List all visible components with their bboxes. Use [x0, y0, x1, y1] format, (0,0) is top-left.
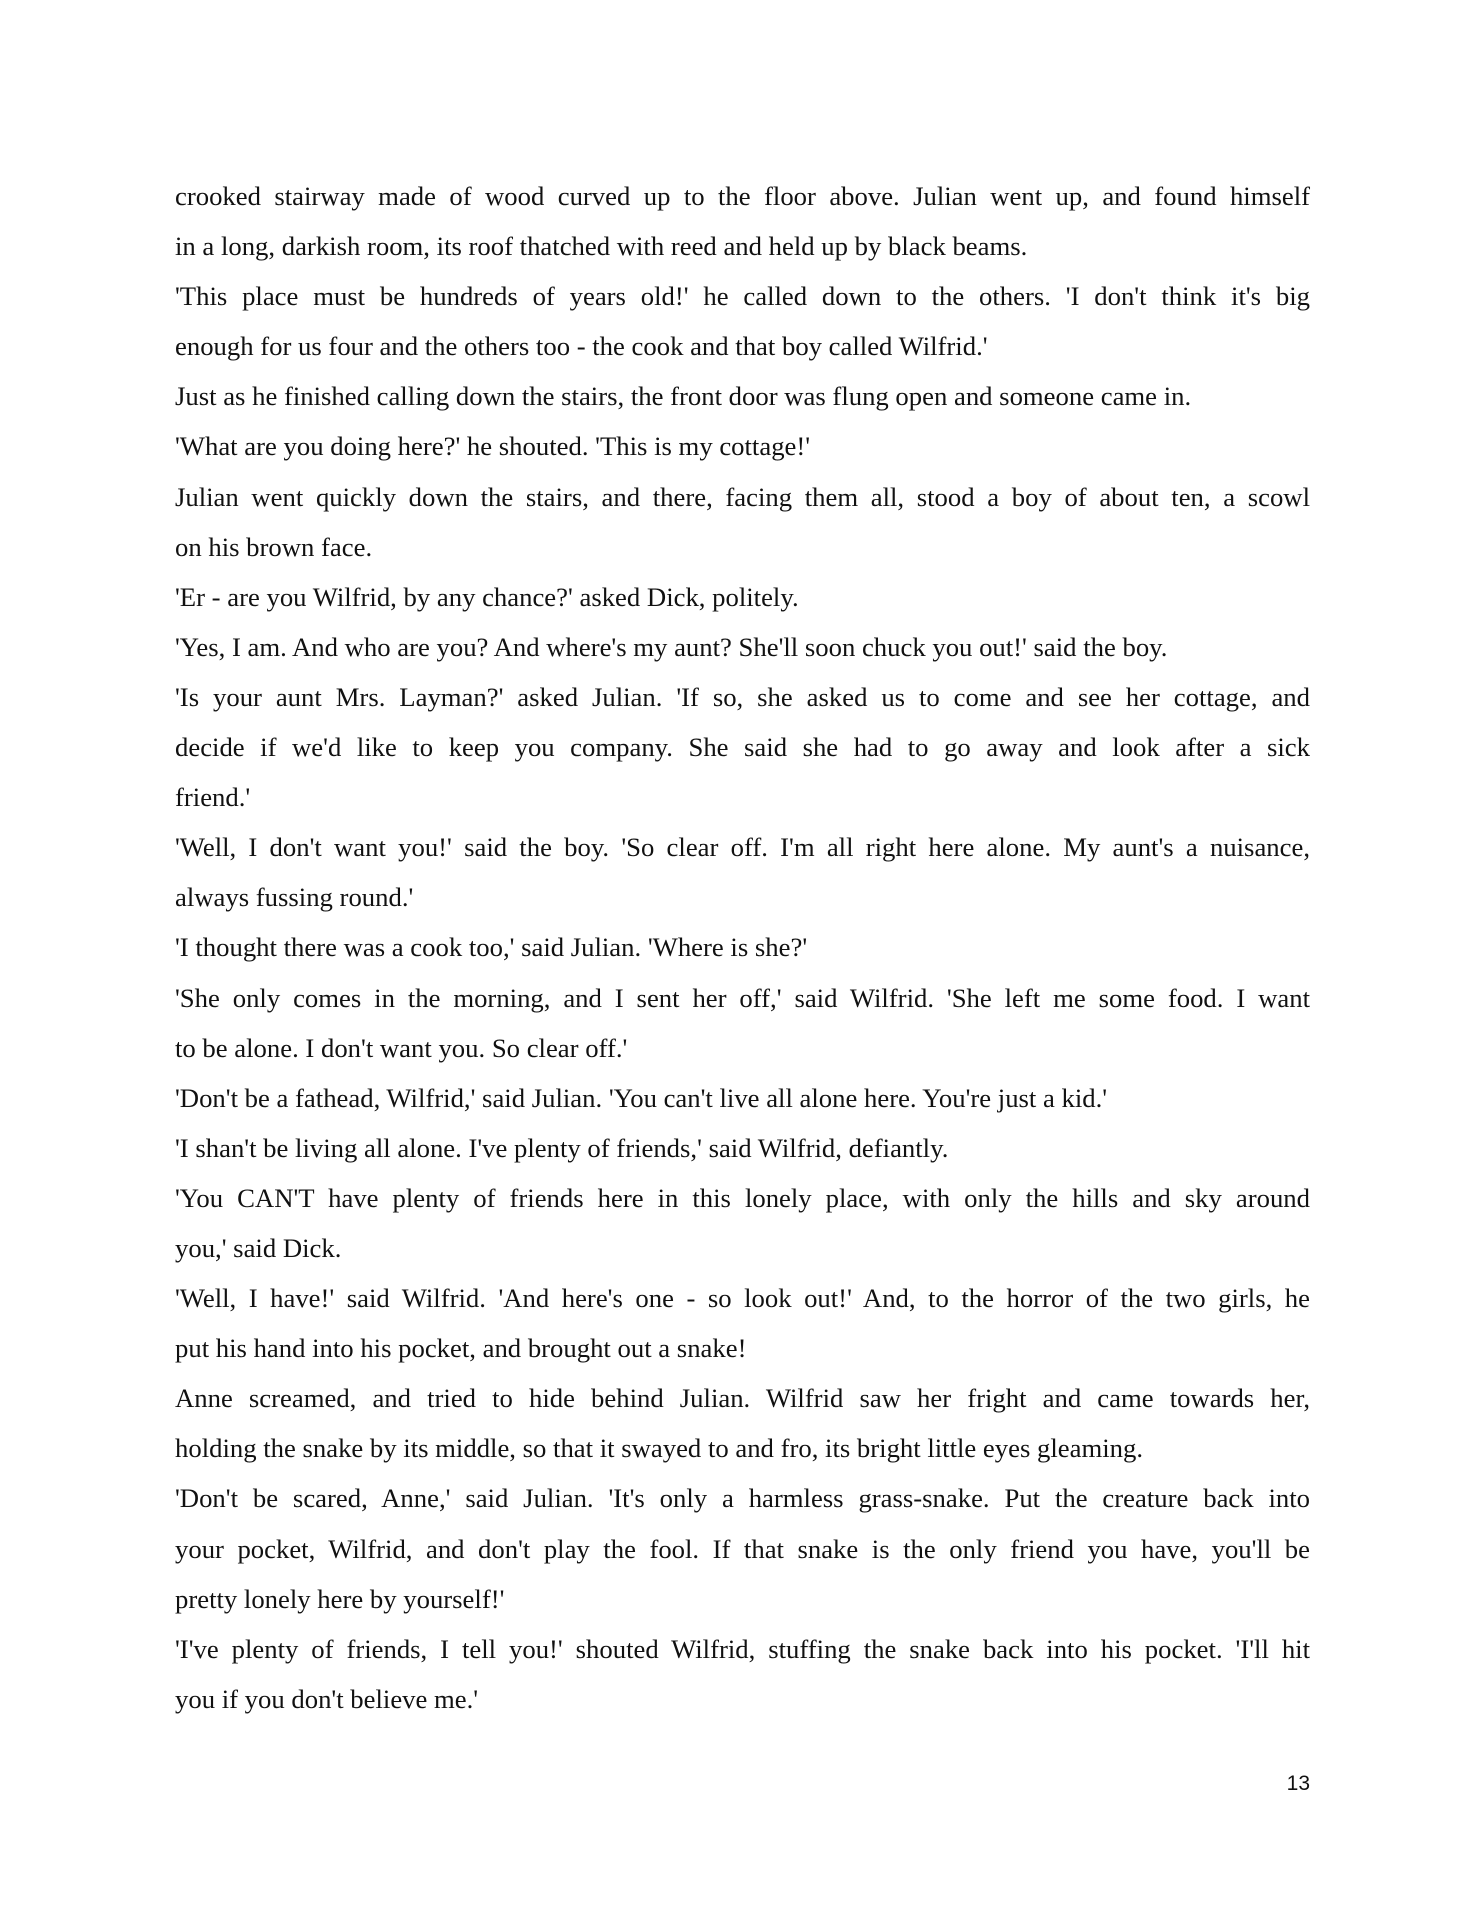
paragraph [175, 271, 1310, 371]
text-line: 'What are you doing here?' he shouted. 'This is my cottage!' [175, 431, 811, 462]
text-line: 'I thought there was a cook too,' said Julian. 'Where is she?' [175, 932, 808, 963]
text-line: you if you don't believe me.' [175, 1683, 479, 1714]
text-line: Just as he finished calling down the stairs, the front door was flung open and someone came in. [175, 381, 1192, 412]
paragraph [175, 1123, 1310, 1173]
text-line: 'This place must be hundreds of years old!' he called down to the others. 'I don't think it's big [175, 281, 1310, 312]
text-line: 'Don't be a fathead, Wilfrid,' said Julian. 'You can't live all alone here. You're just a kid.' [175, 1082, 1108, 1113]
paragraph [175, 421, 1310, 471]
paragraph [175, 1173, 1310, 1273]
text-line: 'She only comes in the morning, and I sent her off,' said Wilfrid. 'She left me some food. I want [175, 982, 1310, 1013]
text-line: always fussing round.' [175, 882, 414, 913]
text-line: 'Well, I have!' said Wilfrid. 'And here's one - so look out!' And, to the horror of the two girls, he [175, 1283, 1310, 1314]
text-line: enough for us four and the others too - the cook and that boy called Wilfrid.' [175, 331, 988, 362]
text-line: crooked stairway made of wood curved up to the floor above. Julian went up, and found himself [175, 181, 1310, 211]
text-line: 'Is your aunt Mrs. Layman?' asked Julian. 'If so, she asked us to come and see her cottage, and [175, 681, 1310, 712]
text-line: pretty lonely here by yourself!' [175, 1583, 505, 1614]
paragraph [175, 472, 1310, 572]
paragraph [175, 973, 1310, 1073]
text-line: your pocket, Wilfrid, and don't play the fool. If that snake is the only friend you have, you'll be [175, 1533, 1310, 1564]
text-line: friend.' [175, 782, 251, 813]
text-line: on his brown face. [175, 531, 373, 562]
text-line: 'Yes, I am. And who are you? And where's my aunt? She'll soon chuck you out!' said the boy. [175, 631, 1168, 662]
paragraph [175, 572, 1310, 622]
paragraph [175, 922, 1310, 972]
paragraph [175, 1473, 1310, 1623]
paragraph [175, 1073, 1310, 1123]
text-line: you,' said Dick. [175, 1232, 342, 1263]
text-line: 'I shan't be living all alone. I've plenty of friends,' said Wilfrid, defiantly. [175, 1132, 949, 1163]
text-line: 'Er - are you Wilfrid, by any chance?' asked Dick, politely. [175, 581, 799, 612]
paragraph [175, 672, 1310, 822]
text-line: decide if we'd like to keep you company. She said she had to go away and look after a sick [175, 732, 1310, 763]
text-line: 'I've plenty of friends, I tell you!' shouted Wilfrid, stuffing the snake back into his pocket. 'I'll hit [175, 1633, 1310, 1664]
paragraph [175, 1273, 1310, 1373]
text-line: put his hand into his pocket, and brought out a snake! [175, 1333, 747, 1364]
text-line: holding the snake by its middle, so that it swayed to and fro, its bright little eyes gleaming. [175, 1433, 1144, 1464]
paragraph [175, 1373, 1310, 1473]
text-line: Julian went quickly down the stairs, and there, facing them all, stood a boy of about ten, a scowl [175, 481, 1310, 512]
text-line: Anne screamed, and tried to hide behind Julian. Wilfrid saw her fright and came towards her, [175, 1383, 1310, 1414]
text-line: to be alone. I don't want you. So clear off.' [175, 1032, 628, 1063]
page-number: 13 [1286, 1772, 1310, 1795]
text-line: 'Don't be scared, Anne,' said Julian. 'It's only a harmless grass-snake. Put the creature back into [175, 1483, 1310, 1514]
paragraph [175, 622, 1310, 672]
paragraph [175, 371, 1310, 421]
text-line: 'Well, I don't want you!' said the boy. 'So clear off. I'm all right here alone. My aunt's a nuisance, [175, 832, 1310, 863]
body-text [175, 171, 1310, 1724]
text-line: 'You CAN'T have plenty of friends here in this lonely place, with only the hills and sky around [175, 1182, 1310, 1213]
text-line: in a long, darkish room, its roof thatched with reed and held up by black beams. [175, 231, 1028, 262]
paragraph [175, 171, 1310, 271]
paragraph [175, 1624, 1310, 1724]
paragraph [175, 822, 1310, 922]
